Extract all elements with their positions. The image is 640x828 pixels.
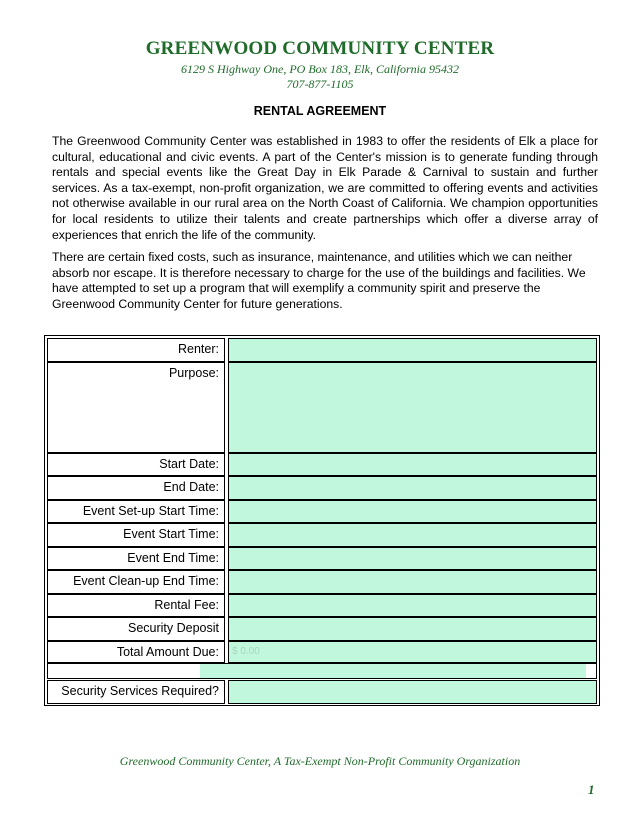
org-address: 6129 S Highway One, PO Box 183, Elk, California 95432: [181, 62, 459, 76]
total-due-field[interactable]: $ 0.00: [228, 641, 597, 663]
form-row-cleanup-end: [47, 570, 597, 594]
purpose-field[interactable]: [228, 362, 597, 453]
purpose-label: Purpose:: [47, 362, 225, 453]
form-row-end-date: [47, 476, 597, 500]
page-number: 1: [588, 782, 595, 797]
event-end-label: Event End Time:: [47, 547, 225, 570]
costs-paragraph: There are certain fixed costs, such as insurance, maintenance, and utilities which we can neither absorb nor escape. It is therefore necessary to charge for the use of the buildings and facilities. We have attempted to set up a program that will exemplify a community spirit and preserve the Greenwood Community Center for future generations.: [52, 250, 586, 311]
setup-start-label: Event Set-up Start Time:: [47, 500, 225, 523]
end-date-label: End Date:: [47, 476, 225, 500]
renter-label: Renter:: [47, 338, 225, 362]
rental-fee-label: Rental Fee:: [47, 594, 225, 617]
org-phone: 707-877-1105: [286, 77, 354, 91]
security-services-label: Security Services Required?: [47, 680, 225, 704]
form-row-event-start: [47, 523, 597, 547]
intro-paragraph: The Greenwood Community Center was established in 1983 to offer the residents of Elk a place for cultural, educational and civic events. A part of the Center's mission is to generate funding through rentals and special events like the Great Day in Elk Parade & Carnival to sustain and further services. As a tax-exempt, non-profit organization, we are committed to offering events and activities not otherwise available in our rural area on the North Coast of California. We champion opportunities for local residents to utilize their talents and create partnerships which offer a diverse array of experiences that enrich the life of the community.: [52, 134, 598, 242]
form-row-rental-fee: [47, 594, 597, 617]
form-row-security-deposit: [47, 617, 597, 641]
event-start-label: Event Start Time:: [47, 523, 225, 547]
end-date-field[interactable]: [228, 476, 597, 500]
security-deposit-field[interactable]: [228, 617, 597, 641]
form-row-total-due: [47, 641, 597, 663]
setup-start-field[interactable]: [228, 500, 597, 523]
org-name: GREENWOOD COMMUNITY CENTER: [145, 38, 495, 59]
cleanup-end-label: Event Clean-up End Time:: [47, 570, 225, 594]
form-spacer-row: [47, 663, 597, 679]
security-deposit-label: Security Deposit: [47, 617, 225, 641]
document-title: RENTAL AGREEMENT: [253, 104, 387, 118]
form-row-event-end: [47, 547, 597, 570]
rental-form: [44, 335, 600, 706]
security-services-field[interactable]: [228, 680, 597, 704]
form-spacer-fill: [200, 664, 586, 678]
event-start-field[interactable]: [228, 523, 597, 547]
form-row-security-services: [47, 680, 597, 704]
renter-field[interactable]: [228, 338, 597, 362]
form-row-start-date: [47, 453, 597, 476]
rental-fee-field[interactable]: [228, 594, 597, 617]
form-row-renter: [47, 338, 597, 362]
event-end-field[interactable]: [228, 547, 597, 570]
total-due-label: Total Amount Due:: [47, 641, 225, 663]
page-footer: Greenwood Community Center, A Tax-Exempt Non-Profit Community Organization: [119, 754, 521, 768]
form-row-setup-start: [47, 500, 597, 523]
form-row-purpose: [47, 362, 597, 453]
cleanup-end-field[interactable]: [228, 570, 597, 594]
start-date-field[interactable]: [228, 453, 597, 476]
start-date-label: Start Date:: [47, 453, 225, 476]
